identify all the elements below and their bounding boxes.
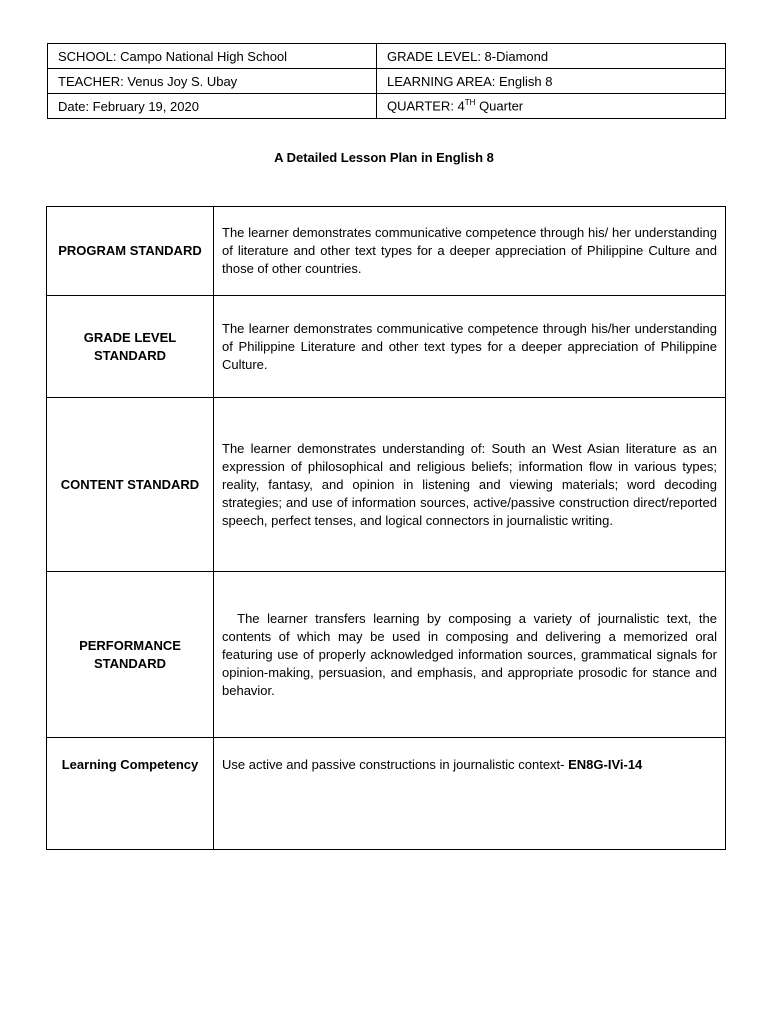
program-standard-text-cell [222,207,717,295]
content-standard-row [46,397,726,572]
learning-competency-row [46,737,726,850]
learning-competency-label: Learning Competency [47,738,214,849]
program-standard-label: PROGRAM STANDARD [47,207,214,295]
school-cell: SCHOOL: Campo National High School [48,44,377,69]
grade-level-standard-row [46,295,726,398]
performance-standard-text: The learner transfers learning by composing a variety of journalistic text, the contents of which may be used in composing and delivering a memorized oral featuring use of properly acknowledged information sources, grammatical signals for opinion-making, persuasion, and emphasis, and appropriate prosodic for stance and behavior. [222,610,721,698]
quarter-suffix: Quarter [475,98,524,114]
page-title: A Detailed Lesson Plan in English 8 [274,150,494,165]
learning-competency-code: EN8G-IVi-14 [568,757,643,772]
quarter-prefix: QUARTER: 4 [387,98,465,114]
program-standard-row [46,206,726,296]
quarter-cell [377,94,726,119]
header-row [48,69,726,94]
learning-area-cell: LEARNING AREA: English 8 [377,69,726,94]
content-standard-label: CONTENT STANDARD [47,398,214,571]
performance-standard-row [46,571,726,738]
learning-competency-text-cell [222,738,717,849]
content-standard-text-cell [222,398,717,571]
learning-competency-text-para [222,756,642,774]
content-standard-text: The learner demonstrates understanding of: South an West Asian literature as an expression of philosophical and religious beliefs; information flow in various types; reality, fantasy, and opinion in listening and viewing materials; word decoding strategies; and use of information sources, active/passive construction direct/reported speech, perfect tenses, and logical connectors in journalistic writing. [222,440,717,528]
grade-level-standard-label: GRADE LEVEL STANDARD [47,296,214,397]
learning-competency-text: Use active and passive constructions in journalistic context- [222,757,569,772]
teacher-cell: TEACHER: Venus Joy S. Ubay [48,69,377,94]
performance-standard-label: PERFORMANCE STANDARD [47,572,214,737]
program-standard-text: The learner demonstrates communicative competence through his/ her understanding of literature and other text types for a deeper appreciation of Philippine Culture and those of other countries. [222,225,717,276]
header-row [48,44,726,69]
performance-standard-text-cell [222,572,721,737]
grade-level-cell: GRADE LEVEL: 8-Diamond [377,44,726,69]
date-cell: Date: February 19, 2020 [48,94,377,119]
header-table [47,43,726,119]
quarter-superscript: TH [464,98,476,108]
grade-level-standard-text: The learner demonstrates communicative competence through his/her understanding of Philippine Literature and other text types for a deeper appreciation of Philippine Culture. [222,320,717,372]
grade-level-standard-text-cell [222,296,717,397]
header-row [48,94,726,119]
